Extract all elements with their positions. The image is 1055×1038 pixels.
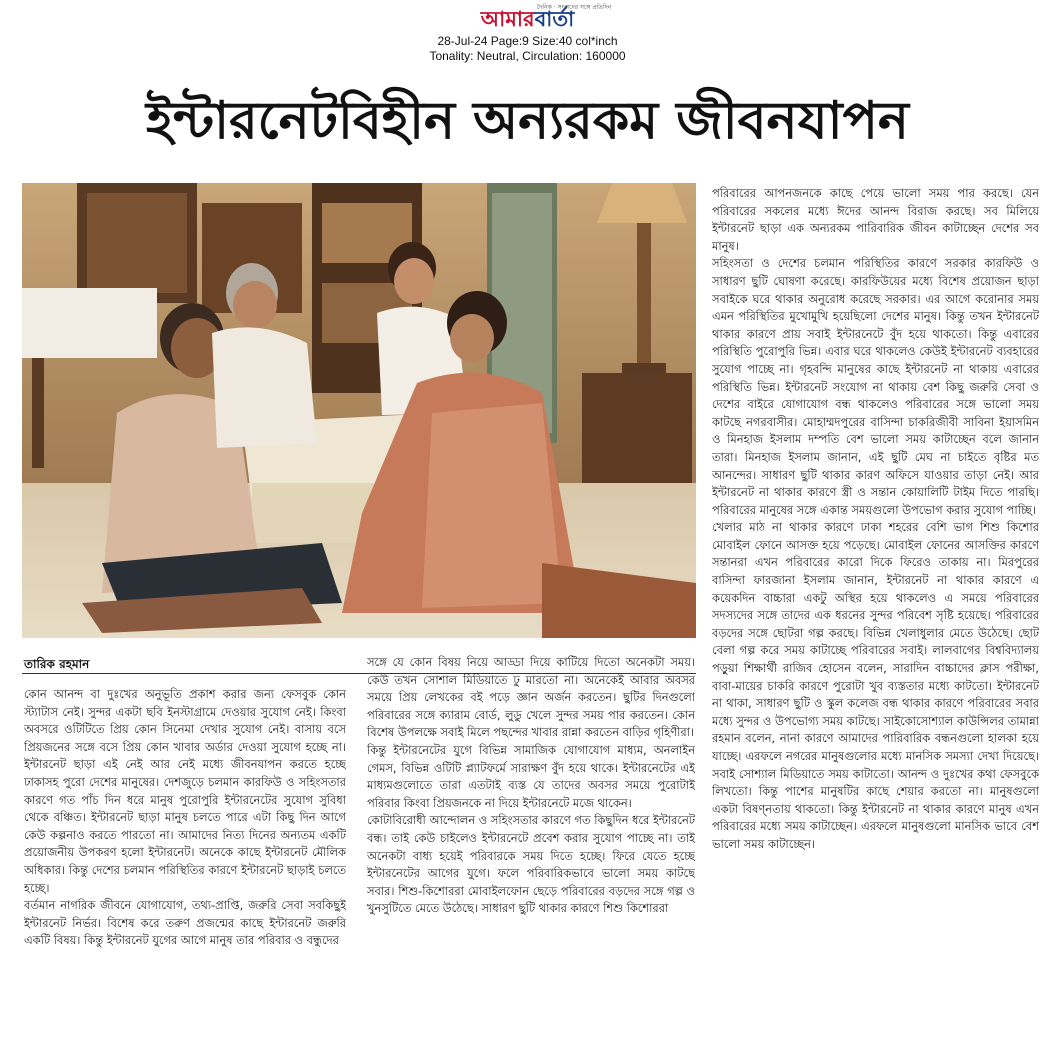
clip-meta-line-2: Tonality: Neutral, Circulation: 160000 [429,49,626,63]
column-3-paragraph: পরিবারের আপনজনকে কাছে পেয়ে ভালো সময় পার করছে। যেন পরিবারের সকলের মধ্যে ঈদের আনন্দ বিরাজ করছে। সব মিলিয়ে ইন্টারনেট ছাড়া এক অন্যরকম পারিবারিক জীবন কাটাচ্ছেন দেশের সব মানুষ। [712,186,1039,253]
family-playing-game-illustration [22,183,696,638]
newspaper-logo [480,4,612,34]
column-2-paragraph: সঙ্গে যে কোন বিষয় নিয়ে আড্ডা দিয়ে কাটিয়ে দিতো অনেকটা সময়। কেউ তখন সোশাল মিডিয়াতে ঢু মারতো না। অনেকেই আবার অবসর সময়ে প্রিয় লেখকের বই পড়ে জ্ঞান অর্জন করতেন। ছুটির দিনগুলো পরিবারের সঙ্গে ক্যারাম বোর্ড, লুডু খেলে সুন্দর সময় পার করতেন। কোন বিশেষ উপলক্ষে সবাই মিলে পছন্দের খাবার রান্না করতেন বাড়ির গৃহিণীরা। [367,655,695,740]
article-column-3 [712,185,1039,1031]
logo-tagline: দৈনিক · সংবাদের সঙ্গে প্রতিদিন [536,4,612,11]
logo-part-amar: আমার [480,7,535,31]
article-photo [22,183,696,638]
column-1-paragraph: বর্তমান নাগরিক জীবনে যোগাযোগ, তথ্য-প্রাপ্তি, জরুরি সেবা সবকিছুই ইন্টারনেট নির্ভর। বিশেষ করে তরুণ প্রজন্মের কাছে ইন্টারনেট জরুরি একটি বিষয়। কিন্তু ইন্টারনেট যুগের আগে মানুষ তার পরিবার ও বন্ধুদের [24,898,346,948]
column-3-paragraph: খেলার মাঠ না থাকার কারণে ঢাকা শহরের বেশি ভাগ শিশু কিশোর মোবাইল ফোনে আসক্ত হয়ে পড়েছে। মোবাইল ফোনের আসক্তির কারণে সন্তানরা এখন পরিবারের কারো দিকে ফিরেও তাকায় না। মিরপুরের বাসিন্দা ফারজানা ইসলাম জানান, ইন্টারনেট না থাকার কারণে এ কয়েকদিন বাচ্চারা একটু অস্থির হয়ে থাকলেও এ সময়ে পরিবারের সদস্যদের সঙ্গে তাদের এক ধরনের সুন্দর পরিবেশ সৃষ্টি হয়েছে। পরিবারের বড়দের সঙ্গে ছোটরা গল্প করছে। বিভিন্ন খেলাধুলার মেতে উঠেছে। ছোট বেলা গল্প করে সময় কাটাচ্ছে পরিবারের সবাই। লালবাগের বিশ্ববিদ্যালয় পড়ুয়া শিক্ষার্থী রাজিব হোসেন বলেন, সারাদিন বাচ্চাদের ক্লাস পরীক্ষা, বাবা-মায়ের চাকরি কারণে পুরোটা খুব ব্যস্ততার মধ্যে কাটতো। ইন্টারনেট না থাকা, সাধারণ ছুটি ও স্কুল কলেজ বন্ধ থাকার কারণে পরিবারের সবার মধ্যে সুন্দর ও উপভোগ্য সময় কাটছে। সাইকোসোশ্যাল কাউন্সিলর তামান্না রহমান বলেন, নানা কারণে আমাদের পারিবারিক বন্ধনগুলো হালকা হয়ে যাচ্ছে। এরফলে নগরের মানুষগুলোর মধ্যে মানসিক সমস্যা দেখা দিয়েছে। সবাই সোশ্যাল মিডিয়াতে সময় কাটাতো। আনন্দ ও দুঃখের কথা ফেসবুকে লিখতো। কিন্তু পাশের মানুষটির কাছে শেয়ার করতো না। মানুষগুলো একটা বিষণ্নতায় থাকতো। কিন্তু ইন্টারনেট না থাকার কারণে মানুষ এখন পরিবারের মধ্যে সময় কাটাচ্ছেন। এরফলে মানুষগুলো মানসিক ভাবে বেশ ভালো সময় কাটাচ্ছেন। [712,520,1039,851]
column-1-paragraph: কোন আনন্দ বা দুঃখের অনুভূতি প্রকাশ করার জন্য ফেসবুক কোন স্ট্যাটাস নেই। সুন্দর একটা ছবি ইনস্টাগ্রামে দেওয়ার সুযোগ নেই। কিংবা অবসরে ওটিটিতে প্রিয় কোন সিনেমা দেখার সুযোগ নেই। বাসায় বসে প্রিয়জনের সঙ্গে বসে প্রিয় কোন খাবার অর্ডার দেওয়া সুযোগ হচ্ছে না। ইন্টারনেট ছাড়া এই নেই আর নেই মধ্যে জীবনযাপন করতে হচ্ছে ঢাকাসহ পুরো দেশের মানুষের। দেশজুড়ে চলমান কারফিউ ও সহিংসতার কারণে গত পাঁচ দিন ধরে মানুষ পুরোপুরি ইন্টারনেটের সুযোগ সুবিধা থেকে বঞ্চিত। ইন্টারনেট ছাড়া মানুষ চলতে পারে এটা কিছু দিন আগে কেউ কল্পনাও করতে পারতো না। আমাদের নিত্য দিনের অন্যতম একটি প্রয়োজনীয় উপকরণ হলো ইন্টারনেট। অনেকে কাছে ইন্টারনেট মৌলিক অধিকার। কিন্তু দেশের চলমান পরিস্থিতির কারণে ইন্টারনেট ছাড়াই চলতে হচ্ছে। [24,687,346,895]
column-2-paragraph: কিন্তু ইন্টারনেটের যুগে বিভিন্ন সামাজিক যোগাযোগ মাধ্যম, অনলাইন গেমস, বিভিন্ন ওটিটি প্ল্যাটফর্মে সারাক্ষণ বুঁদ হয়ে থাকে। ইন্টারনেটের এই মাধ্যমগুলোতে তারা এতটাই ব্যস্ত যে তাদের অবসর সময়ে পুরোটাই পরিবার কিংবা প্রিয়জনকে না দিয়ে ইন্টারনেটে মজে থাকেন। [367,742,695,810]
column-2-paragraph: কোটাবিরোধী আন্দোলন ও সহিংসতার কারণে গত কিছুদিন ধরে ইন্টারনেট বন্ধ। তাই কেউ চাইলেও ইন্টারনেটে প্রবেশ করার সুযোগ পাচ্ছে না। তাই অনেকটা বাধ্য হয়েই পরিবারকে সময় দিতে হচ্ছে। ফিরে যেতে হচ্ছে ইন্টারনেটের আগের যুগে। ফলে পরিবারিকভাবে ভালো সময় কাটছে সবার। শিশু-কিশোররা মোবাইলফোন ছেড়ে পরিবারের বড়দের সঙ্গে গল্প ও খুনসুটিতে মেতে উঠেছে। সাধারণ ছুটি থাকার কারণে শিশু কিশোররা [367,813,695,916]
article-headline: ইন্টারনেটবিহীন অন্যরকম জীবনযাপন [146,91,909,151]
clip-meta-line-1: 28-Jul-24 Page:9 Size:40 col*inch [437,34,618,48]
article-byline: তারিক রহমান [24,657,90,671]
logo-part-barta: বার্তা [534,7,575,31]
masthead [0,4,1055,64]
article-column-1 [24,686,346,1031]
article-column-2 [367,654,695,1031]
column-3-paragraph: সহিংসতা ও দেশের চলমান পরিস্থিতির কারণে সরকার কারফিউ ও সাধারণ ছুটি ঘোষণা করেছে। কারফিউয়ের মধ্যে বিশেষ প্রয়োজন ছাড়া সবাইকে ঘরে থাকার অনুরোধ করেছে সরকার। এর আগে করোনার সময় এমন পরিস্থিতির মুখোমুখি হয়েছিলো দেশের মানুষ। কিন্তু তখন ইন্টারনেট থাকার কারণে প্রায় সবাই ইন্টারনেটে বুঁদ হয়ে থাকতো। কিন্তু এবারের পরিস্থিতি পুরোপুরি ভিন্ন। এবার ঘরে থাকলেও কেউই ইন্টারনেট ব্যবহারের সুযোগ পাচ্ছে না। গৃহবন্দি মানুষের কাছে ইন্টারনেট না থাকায় এবারের পরিস্থিতি ভিন্ন। ইন্টারনেট সংযোগ না থাকায় বেশ কিছু জরুরি সেবা ও দেশের বাইরে যোগাযোগ বন্ধ থাকলেও পরিবারের সঙ্গে ভালো সময় কাটছে নগরবাসীর। মোহাম্মদপুরের বাসিন্দা চাকরিজীবী সাবিনা ইয়াসমিন ও মিনহাজ ইসলাম দম্পতি বেশ ভালো সময় কাটাচ্ছেন বলে জানান তারা। মিনহাজ ইসলাম জানান, এই ছুটি মেঘ না চাইতে বৃষ্টির মত আনন্দের। সাধারণ ছুটি থাকার কারণ অফিসে যাওয়ার তাড়া নেই। আর ইন্টারনেট না থাকার কারণে স্ত্রী ও সন্তান কোয়ালিটি টাইম দিতে পারছি। পরিবারের মানুষের সঙ্গে একান্ত সময়গুলো উপভোগ করার সুযোগ পাচ্ছি। [712,256,1039,517]
